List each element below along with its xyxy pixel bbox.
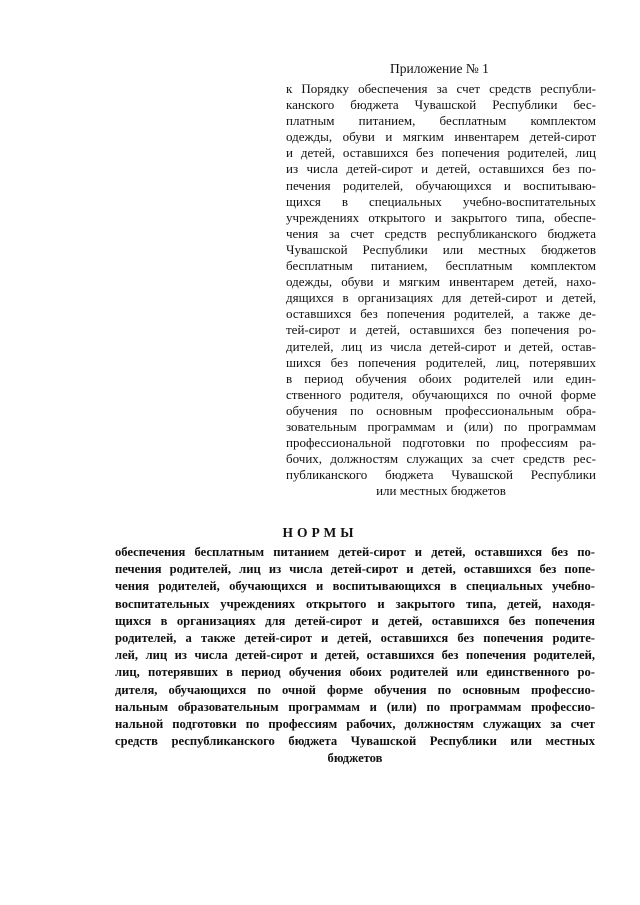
annex-line: публиканского бюджета Чувашской Республики [286,467,596,483]
norms-line: обеспечения бесплатным питанием детей-сирот и детей, оставшихся без по- [115,545,595,559]
annex-line: бесплатным питанием, бесплатным комплектом [286,258,596,274]
norms-line: дителя, обучающихся по очной форме обучения по основным профессио- [115,682,595,697]
norms-line: лиц, потерявших в период обучения обоих родителей или единственного ро- [115,665,595,680]
annex-line: шихся без попечения родителей, лиц, потерявших [286,354,596,370]
annex-line: щихся в специальных учебно-воспитательных [286,193,596,209]
norms-line: щихся в организациях для детей-сирот и детей, оставшихся без попечения [115,613,595,628]
annex-title: Приложение № 1 [390,61,489,76]
norms-subtitle [115,544,595,767]
annex-line: из числа детей-сирот и детей, оставшихся без по- [286,161,596,177]
annex-line: бочих, должностям служащих за счет средств рес- [286,451,596,467]
norms-line: нальным образовательным программам и (или) по программам профессио- [115,699,595,714]
annex-line: и детей, оставшихся без попечения родителей, лиц [286,145,596,161]
norms-line: средств республиканского бюджета Чувашской Республики или местных [115,734,595,749]
norms-line: воспитательных учреждениях открытого и закрытого типа, детей, находя- [115,596,595,611]
annex-line: дителей, лиц из числа детей-сирот и детей, остав- [286,338,596,354]
annex-line: одежды, обуви и мягким инвентарем детей-сирот [286,129,596,145]
annex-line: к Порядку обеспечения за счет средств республи- [286,81,596,96]
annex-line: одежды, обуви и мягким инвентарем детей, нахо- [286,274,596,290]
norms-line: лей, лиц из числа детей-сирот и детей, оставшихся без попечения родителей, [115,648,595,663]
annex-line: учреждениях открытого и закрытого типа, обеспе- [286,209,596,225]
annex-line: печения родителей, обучающихся и воспитываю- [286,177,596,193]
annex-line: платным питанием, бесплатным комплектом [286,113,596,129]
annex-line: в период обучения обоих родителей или един- [286,370,596,386]
norms-line: родителей, а также детей-сирот и детей, оставшихся без попечения родите- [115,630,595,645]
annex-line: канского бюджета Чувашской Республики бес- [286,97,596,113]
annex-line: профессиональной подготовки по профессиям ра- [286,435,596,451]
annex-line: зовательным программам и (или) по программам [286,418,596,434]
annex-line: дящихся в организациях для детей-сирот и детей, [286,290,596,306]
annex-line: Чувашской Республики или местных бюджетов [286,241,596,257]
annex-line: оставшихся без попечения родителей, а также де- [286,306,596,322]
annex-line: тей-сирот и детей, оставшихся без попечения ро- [286,322,596,338]
norms-line: нальной подготовки по профессиям рабочих, должностям служащих за счет [115,716,595,731]
norms-line: бюджетов [327,751,383,766]
annex-reference-text [286,81,596,499]
norms-line: чения родителей, обучающихся и воспитывающихся в специальных учебно- [115,579,595,594]
annex-line: ственного родителя, обучающихся по очной форме [286,386,596,402]
norms-line: печения родителей, лиц из числа детей-сирот и детей, оставшихся без попе- [115,562,595,577]
annex-line: чения за счет средств республиканского бюджета [286,225,596,241]
annex-line: обучения по основным профессиональным обра- [286,402,596,418]
annex-line: или местных бюджетов [376,483,506,499]
norms-heading: НОРМЫ [282,525,358,540]
